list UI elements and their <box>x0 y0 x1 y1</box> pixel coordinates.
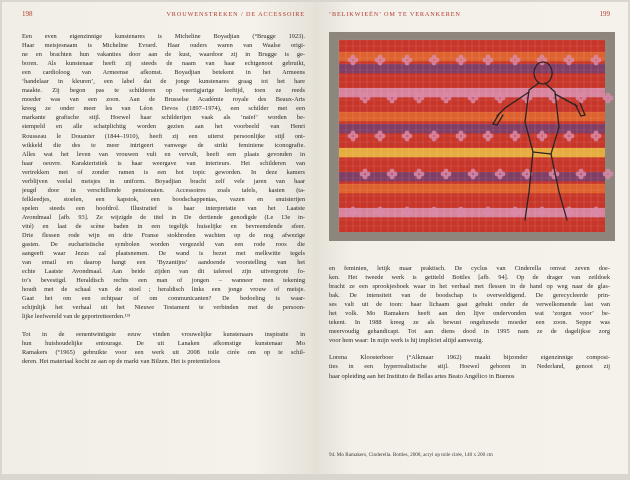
left-paragraph-2 <box>22 330 305 366</box>
left-p1-line: Rousseau le Douanier (1844–1910), heeft zij een uiterst persoonlijke stijl ont- <box>22 132 305 140</box>
book-spread <box>2 2 628 474</box>
left-p1-line: markante grafische stijl. Hoewel haar schilderijen vaak als ‘naïef’ worden be- <box>22 114 305 122</box>
left-p1-line: vité) en laat de scène baden in een tegelijk huiselijke en bevreemdende sfeer. <box>22 222 305 230</box>
figure-caption: 94. Mo Ramakers, Cinderella. Bottles, 2008, acryl op toile cirée, 140 x 200 cm <box>329 452 493 458</box>
left-p1-line: spelen steeds een hoofdrol. Illustratief is haar interpretatie van het Laatste <box>22 204 305 212</box>
left-p1-line: jeugd door in verschillende pensionaten. Accessoires zoals tafels, kasten (ta- <box>22 186 305 194</box>
artwork-photo <box>329 32 615 241</box>
right-paragraph-1 <box>329 264 610 345</box>
right-p2-line: ties in een hyperrealistische stijl. Hoewel geboren in Nederland, genoot zij <box>329 363 610 371</box>
left-body-text <box>22 32 305 366</box>
left-p1-line: Gaat het om een echtpaar of om communicanten? De bedoeling is waar- <box>22 295 305 303</box>
left-p1-line: ‘handelaar in kleuren’, een label dat de jonge kunstenares graag tot het hare <box>22 78 305 86</box>
left-p2-line: Tot in de eenentwintigste eeuw vinden vrouwelijke kunstenaars inspiratie in <box>22 330 305 338</box>
running-head-left-title: VROUWENSTREKEN / DE ACCESSOIRE <box>166 11 305 18</box>
left-p1-line: felkleedjes, stoelen, een kapstok, een boodschappentas, vazen en snuisterijen <box>22 195 305 203</box>
running-head-left <box>22 10 305 22</box>
left-p1-line: stempeld en alle schatplichtig worden gezien aan het voorbeeld van Henri <box>22 123 305 131</box>
running-head-right <box>329 10 610 22</box>
left-p1-line: wikkeld die des te meer intrigeert vanwege de strikt feminiene iconografie. <box>22 141 305 149</box>
left-p2-line: Ramakers (°1965) gebruikte voor een werk uit 2008 toile cirée om op te schil- <box>22 348 305 356</box>
left-p1-line: maakte. Zij begon pas te schilderen op veertigjarige leeftijd, toen ze reeds <box>22 87 305 95</box>
left-p1-line: houdt met de schaal van de stoel ; heraldisch links een jonge vrouw of meisje. <box>22 286 305 294</box>
right-p1-line: ken. Het tweede werk is getiteld Bottles [afb. 94]. Op de drager van zeildoek <box>329 274 610 282</box>
right-p1-line: bracht ze een sprookjesboek waar in het verhaal met flessen in de hand op weg naar de glas- <box>329 283 610 291</box>
left-p1-line: kreeg ze onder meer les van Léon Devos (1897–1974), een schilder met een <box>22 105 305 113</box>
right-p1-line: meervoudig gehandicapt. Tot aan diens dood in 1995 nam ze de dagelijkse zorg <box>329 328 610 336</box>
left-p1-line: Alles wat het leven van vrouwen vult en vervult, heeft een plaats gevonden in <box>22 150 305 158</box>
right-p1-line: ses valt uit de toon: haar lichaam gaat gebukt onder de verwelkomende last van <box>329 301 610 309</box>
left-p1-line: moeder was van een zoon. Aan de Brusselse Académie royale des Beaux-Arts <box>22 96 305 104</box>
left-p1-line: Drie flessen rode wijn en drie Franse stokbroden wachten op de nog afwezige <box>22 232 305 240</box>
right-paragraph-2 <box>329 353 610 380</box>
left-p1-line: van email en daarop hangt een ‘Byzantijns’ aandoende voorstelling van het <box>22 259 305 267</box>
left-p1-line: Avondmaal [afb. 93]. Ze wijzigde de titel in De dertiende genodigde (Le 13e in- <box>22 213 305 221</box>
right-p1-line: en feminien, letijk maar praktisch. De cyclus van Cinderella omvat zeven doe- <box>329 265 610 272</box>
left-p1-line: echte Laatste Avondmaal. Aan beide zijden van dit tafereel zijn uitvergrote fo- <box>22 268 305 276</box>
left-p1-line: ne en brachten hun vakanties door aan de kust, waardoor zij in Brugge is ge- <box>22 51 305 59</box>
left-p1-line: Haar meisjesnaam is Micheline Evrard. Haar ouders waren van Waalse origi- <box>22 42 305 50</box>
left-p1-line: Een even eigenzinnige kunstenares is Micheline Boyadjian (°Brugge 1923). <box>22 33 305 40</box>
page-number-right: 199 <box>599 10 610 18</box>
left-paragraph-1 <box>22 32 305 322</box>
page-number-left: 198 <box>22 10 33 18</box>
left-p1-line: vertrekken met of zonder ramen is een hot topic geworden. In deze kamers <box>22 168 305 176</box>
left-p1-line: to’s bevestigd. Heraldisch rechts een man of jongen – wanneer men tekening <box>22 277 305 285</box>
left-p1-line: een cardioloog van Armeense afkomst. Boyadjian betekent in het Armeens <box>22 69 305 77</box>
running-head-right-title: ‘BELIKWIEËN’ OM TE VERANKEREN <box>329 11 461 18</box>
right-p1-line: tekent. In 1988 kreeg ze als bewust ongehuwde moeder een zoon. Seppe was <box>329 319 610 327</box>
right-p2-line: haar opleiding aan het Instituto de Bellas artes Beato Angélico in Buenos <box>329 372 515 380</box>
right-p2-line: Lorena Kloosterboer (°Alkmaar 1962) maakt bijzonder eigenzinnige composi- <box>329 354 610 362</box>
right-page <box>315 2 628 474</box>
left-p1-line: schijnlijk het verhaal uit het Nieuwe Testament te verbinden met de persoon- <box>22 304 305 312</box>
left-p1-line: boren. Als kunstenaar heeft zij steeds de naam van haar echtgenoot gebruikt, <box>22 60 305 68</box>
left-p2-line: deren. Het materiaal kocht ze aan op de markt van Bilzen. Het is pretentieloos <box>22 357 221 365</box>
left-p1-line: gasten. De eucharistische symbolen worden vergezeld van een rode roos die <box>22 241 305 249</box>
right-body-text <box>329 264 610 381</box>
left-p1-line: lijke leefwereld van de geportretteerden.¹³¹ <box>22 313 131 321</box>
left-p1-line: verblijven veelal meisjes in uniform. Boyadjian bracht zelf vele jaren van haar <box>22 177 305 185</box>
right-p1-line: voor hem waar: In mijn werk is hij impliciet altijd aanwezig. <box>329 337 484 345</box>
right-p1-line: bak. De intensiteit van de boodschap is overweldigend. De gerecycleerde prin- <box>329 292 610 300</box>
left-p1-line: haar oeuvre. Karakteristiek is haar weergave van interieurs. Het schilderen van <box>22 159 305 167</box>
artwork-illustration <box>329 32 615 241</box>
left-page <box>2 2 315 474</box>
left-p2-line: hun huishoudelijke entourage. De uit Lanaken afkomstige kunstenaar Mo <box>22 339 305 347</box>
right-p1-line: het volk. Mo Ramakers heeft aan den lijve ondervonden wat ‘zorgen voor’ be- <box>329 310 610 318</box>
left-p1-line: aangeeft waar Jezus zal plaatsnemen. De wand is bezet met melkwitte tegels <box>22 250 305 258</box>
